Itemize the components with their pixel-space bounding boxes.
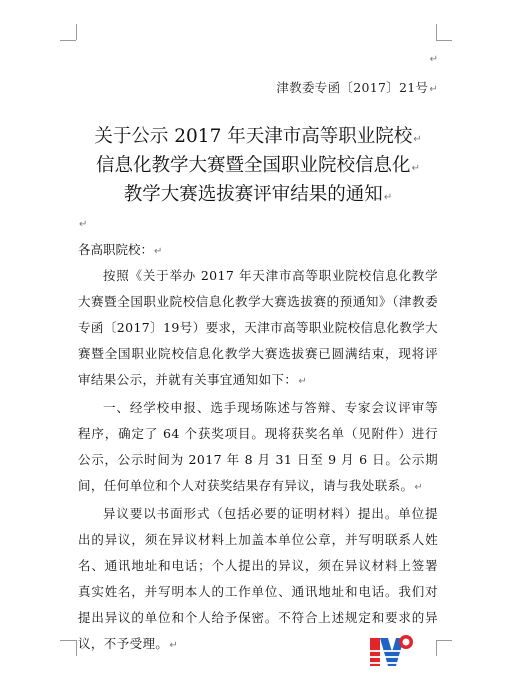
crop-mark-top-right xyxy=(436,40,452,41)
logo-icon xyxy=(370,630,414,670)
paragraph-mark-icon: ↵ xyxy=(429,84,438,95)
empty-paragraph xyxy=(78,211,438,237)
document-title xyxy=(78,124,438,211)
paragraph-mark-icon: ↵ xyxy=(413,134,422,145)
crop-mark-top-left xyxy=(76,24,77,40)
paragraph-mark-icon: ↵ xyxy=(169,640,179,651)
paragraph-mark-icon: ↵ xyxy=(154,246,163,257)
paragraph-mark-icon: ↵ xyxy=(411,163,420,174)
paragraph-mark-icon: ↵ xyxy=(429,54,438,65)
crop-mark-bottom-left xyxy=(76,640,77,656)
title-line: 关于公示 2017 年天津市高等职业院校 xyxy=(94,126,413,147)
paragraph-mark-icon: ↵ xyxy=(79,219,88,230)
document-page[interactable] xyxy=(78,48,438,659)
title-line: 教学大赛选拔赛评审结果的通知 xyxy=(123,184,383,205)
paragraph-mark-icon: ↵ xyxy=(383,192,393,203)
paragraph-mark-icon: ↵ xyxy=(414,482,424,493)
body-paragraph: 一、经学校申报、选手现场陈述与答辩、专家会议评审等程序，确定了 64 个获奖项目。现将获奖名单（见附件）进行公示，公示时间为 2017 年 8 月 31 日至 9 月 6 日。公示期间，任何单位和个人对获奖结果存有异议，请与我处联系。↵ xyxy=(78,400,438,493)
crop-mark-top-right xyxy=(436,24,437,40)
paragraph-mark-icon: ↵ xyxy=(298,376,308,387)
body-paragraph: 异议要以书面形式（包括必要的证明材料）提出。单位提出的异议，须在异议材料上加盖本单位公章，并写明联系人姓名、通讯地址和电话；个人提出的异议，须在异议材料上签署真实姓名，并写明本人的工作单位、通讯地址和电话。我们对提出异议的单位和个人给予保密。不符合上述规定和要求的异议，不予受理。↵ xyxy=(78,506,438,651)
salutation: 各高职院校：↵ xyxy=(78,242,163,257)
crop-mark-bottom-right xyxy=(436,640,452,641)
crop-mark-top-left xyxy=(60,40,76,41)
document-number: 津教委专函〔2017〕21号↵ xyxy=(276,80,438,95)
body-paragraph: 按照《关于举办 2017 年天津市高等职业院校信息化教学大赛暨全国职业院校信息化教学大赛选拔赛的预通知》（津教委专函〔2017〕19号）要求，天津市高等职业院校信息化教学大赛暨全国职业院校信息化教学大赛选拔赛已圆满结束，现将评审结果公示，并就有关事宜通知如下：↵ xyxy=(78,268,438,387)
empty-paragraph xyxy=(78,48,438,78)
crop-mark-bottom-left xyxy=(60,640,76,641)
title-line: 信息化教学大赛暨全国职业院校信息化 xyxy=(96,155,411,176)
